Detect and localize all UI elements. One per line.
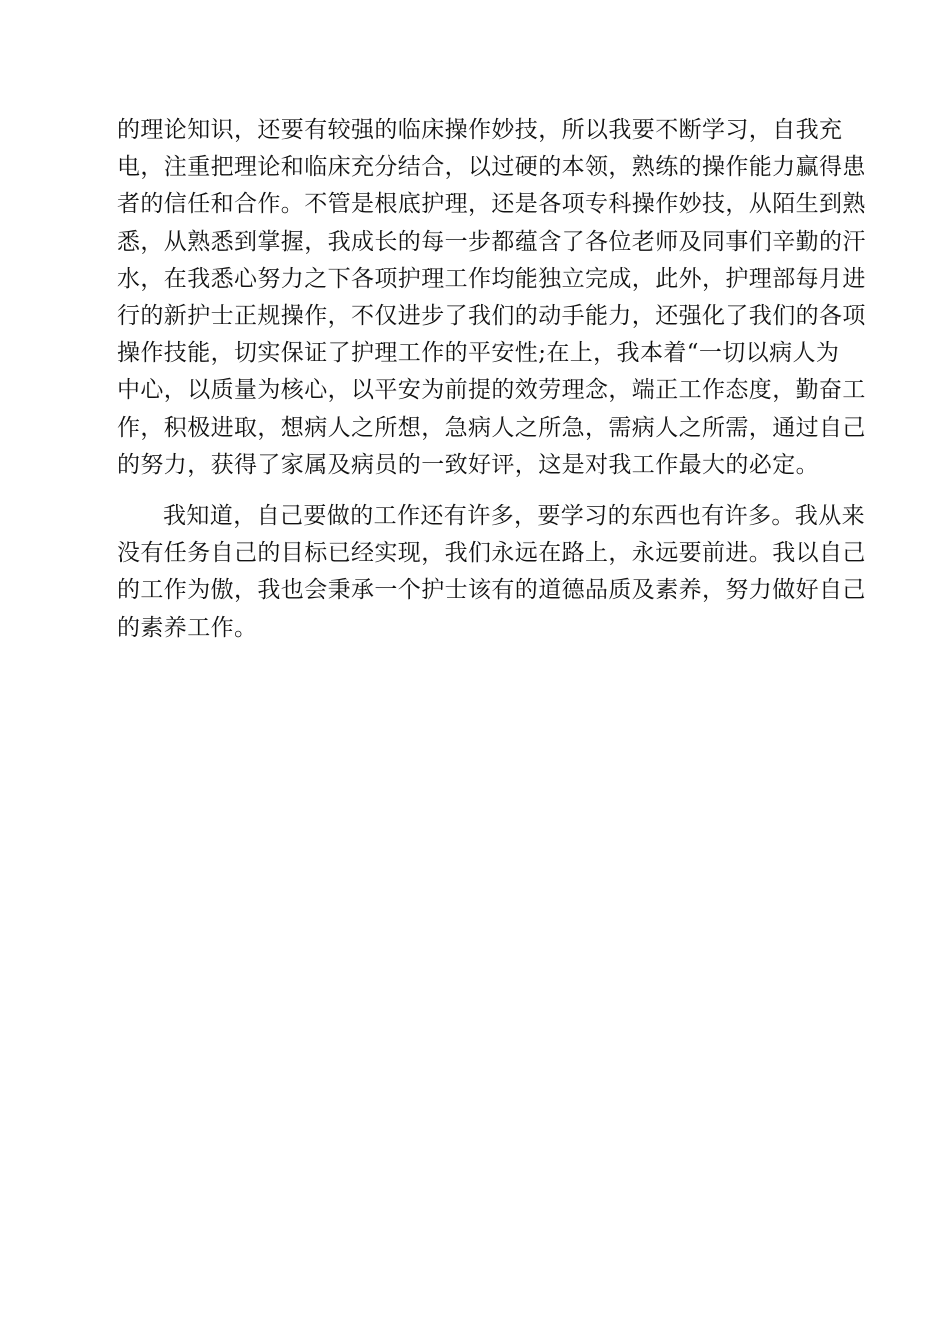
paragraph-line: 操作技能，切实保证了护理工作的平安性;在上，我本着“一切以病人为 (117, 340, 840, 367)
paragraph-line: 作，积极进取，想病人之所想，急病人之所急，需病人之所需，通过自己 (117, 414, 866, 441)
paragraph-line: 电，注重把理论和临床充分结合，以过硬的本领，熟练的操作能力赢得患 (117, 154, 866, 181)
document-body (117, 112, 866, 647)
paragraph-line: 悉，从熟悉到掌握，我成长的每一步都蕴含了各位老师及同事们辛勤的汗 (117, 228, 866, 255)
paragraph-1 (117, 112, 866, 484)
paragraph-line: 中心，以质量为核心，以平安为前提的效劳理念，端正工作态度，勤奋工 (117, 377, 866, 404)
paragraph-line: 的努力，获得了家属及病员的一致好评，这是对我工作最大的必定。 (117, 451, 819, 478)
paragraph-line: 行的新护士正规操作，不仅进步了我们的动手能力，还强化了我们的各项 (117, 303, 866, 330)
paragraph-line: 的素养工作。 (117, 614, 258, 641)
paragraph-line: 水，在我悉心努力之下各项护理工作均能独立完成，此外，护理部每月进 (117, 265, 866, 292)
paragraph-2 (117, 498, 866, 647)
paragraph-line: 的理论知识，还要有较强的临床操作妙技，所以我要不断学习，自我充 (117, 117, 843, 143)
paragraph-line: 的工作为傲，我也会秉承一个护士该有的道德品质及素养，努力做好自己 (117, 577, 866, 604)
paragraph-line: 没有任务自己的目标已经实现，我们永远在路上，永远要前进。我以自己 (117, 540, 866, 567)
paragraph-line: 我知道，自己要做的工作还有许多，要学习的东西也有许多。我从来 (163, 503, 865, 530)
paragraph-line: 者的信任和合作。不管是根底护理，还是各项专科操作妙技，从陌生到熟 (117, 191, 866, 218)
